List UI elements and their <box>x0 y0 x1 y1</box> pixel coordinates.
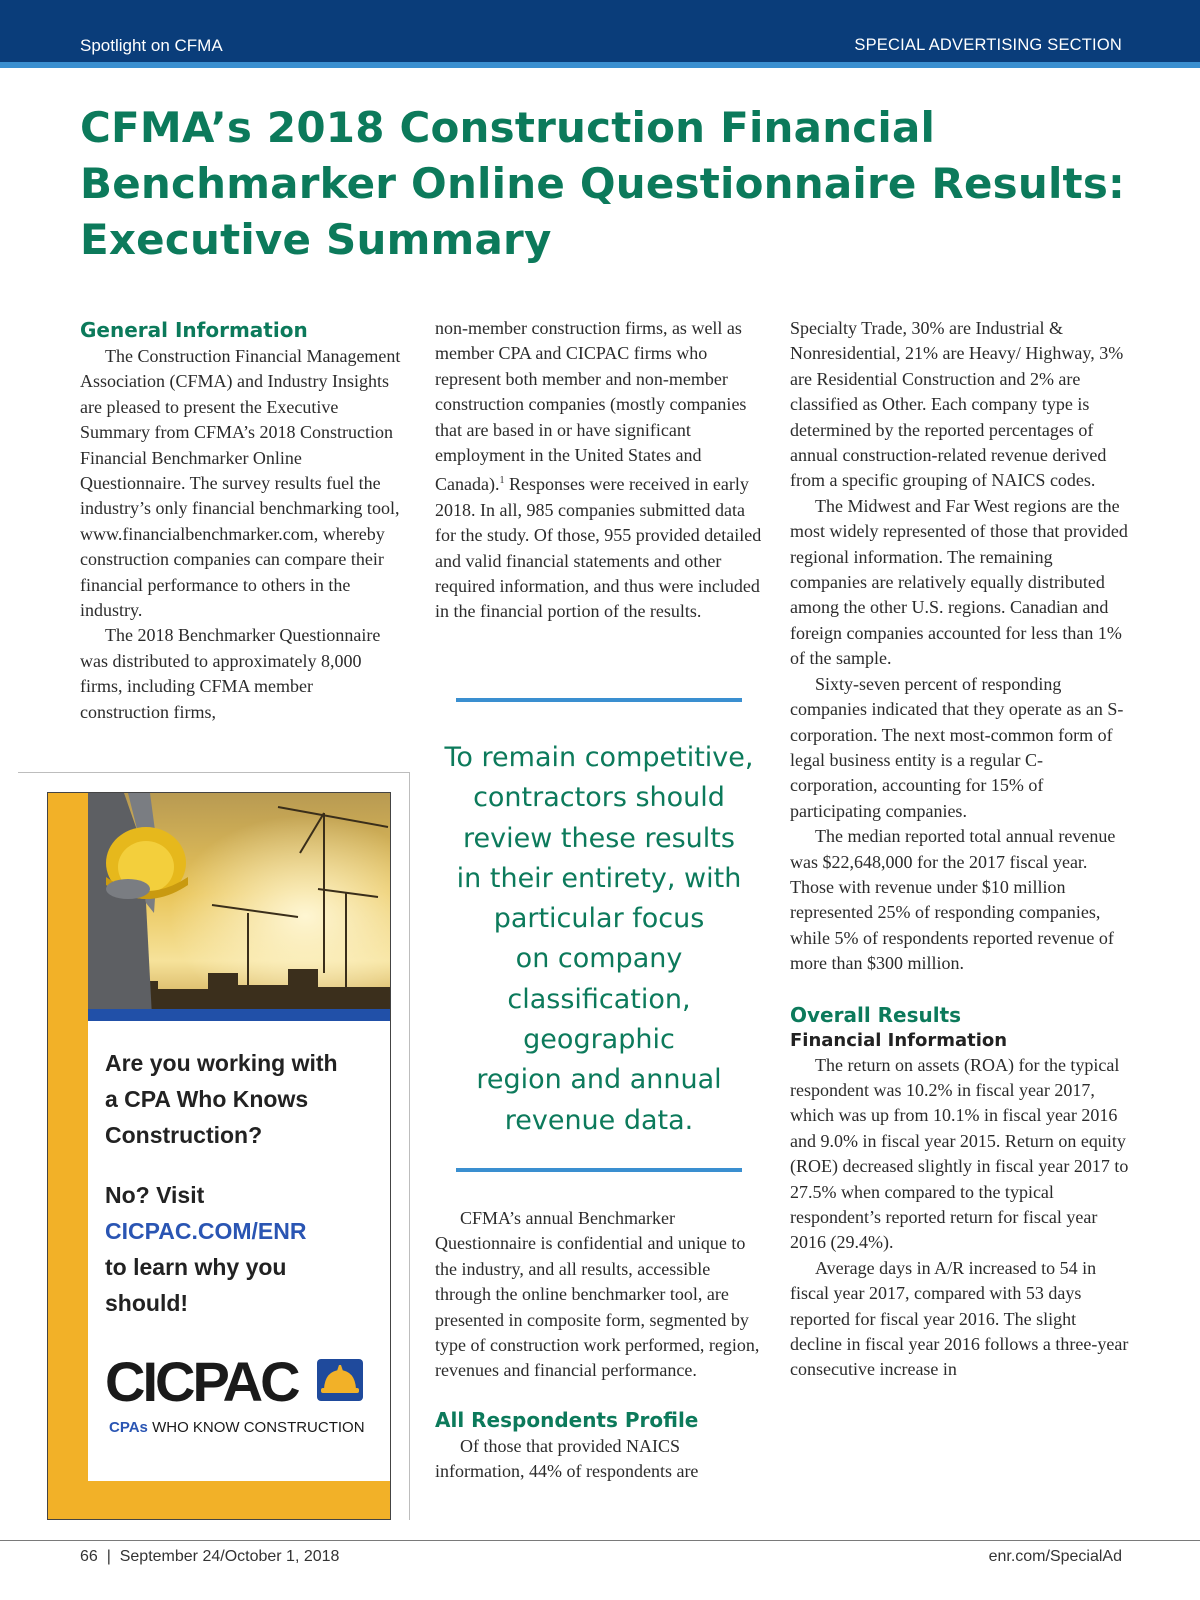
column-2-lower <box>435 1206 767 1485</box>
hard-hat-icon <box>317 1359 363 1401</box>
paragraph: Of those that provided NAICS information, 44% of respondents are <box>435 1435 699 1482</box>
ad-question-line: Are you working with <box>105 1050 338 1076</box>
pullquote-line: To remain competitive, <box>444 742 754 773</box>
paragraph: The return on assets (ROA) for the typical respondent was 10.2% in fiscal year 2017, which was up from 10.1% in fiscal year 2016 and 9.0% in fiscal year 2015. Return on equity (ROE) decreased slightly in fiscal year 2017 to 27.5% when compared to the typical respondent’s reported return for fiscal year 2016 (29.4%). <box>790 1054 1129 1253</box>
header-bar <box>0 0 1200 66</box>
footer-page-date: 66 | September 24/October 1, 2018 <box>80 1548 340 1565</box>
column-2 <box>435 316 767 625</box>
cicpac-logo <box>105 1350 385 1413</box>
ad-copy <box>105 1045 385 1321</box>
pullquote-line: geographic <box>523 1024 675 1056</box>
paragraph-text: Responses were received in early 2018. In all, 985 companies submitted data for the study. Of those, 955 provided detailed and valid financial statements and other required information, and thus were included in the financial portion of the results. <box>435 474 762 622</box>
paragraph: Average days in A/R increased to 54 in fiscal year 2017, compared with 53 days reported for fiscal year 2016. The slight decline in fiscal year 2016 follows a three-year consecutive increase in <box>790 1257 1129 1380</box>
ad-panel <box>88 793 390 1481</box>
ad-tagline <box>109 1419 365 1436</box>
section-heading-overall-results: Overall Results <box>790 1002 962 1027</box>
advertising-label: SPECIAL ADVERTISING SECTION <box>854 36 1122 54</box>
paragraph-text: non-member construction firms, as well as member CPA and CICPAC firms who represent both member and non-member construction companies (mostly companies that are based in or have significant employment in the United States and Canada). <box>435 318 747 495</box>
construction-photo <box>88 793 390 1017</box>
footnote-marker: 1 <box>499 475 505 487</box>
paragraph: CFMA’s annual Benchmarker Questionnaire is confidential and unique to the industry, and all results, accessible through the online benchmarker tool, are presented in composite form, segmented by type of construction work performed, region, revenues and financial performance. <box>435 1208 760 1381</box>
title-line-1: CFMA’s 2018 Construction Financial <box>80 103 936 152</box>
cicpac-advertisement[interactable] <box>47 792 391 1520</box>
paragraph: The 2018 Benchmarker Questionnaire was distributed to approximately 8,000 firms, including CFMA member construction firms, <box>80 625 381 722</box>
ad-question-line: a CPA Who Knows <box>105 1086 309 1112</box>
tagline-cpas: CPAs <box>109 1419 148 1436</box>
section-heading-all-respondents-profile: All Respondents Profile <box>435 1407 699 1432</box>
pullquote-rule-bottom <box>456 1168 742 1172</box>
pullquote-line: review these results <box>463 822 735 854</box>
paragraph <box>435 316 767 625</box>
pull-quote <box>440 738 758 1141</box>
column-1 <box>80 316 402 725</box>
subheading-financial-information: Financial Information <box>790 1029 1008 1051</box>
ad-blue-band <box>88 1009 390 1021</box>
pullquote-rule-top <box>456 698 742 702</box>
header-stripe <box>0 62 1200 68</box>
title-line-2: Benchmarker Online Questionnaire Results: <box>80 159 1126 208</box>
column-3 <box>790 316 1130 1383</box>
tagline-rest: WHO KNOW CONSTRUCTION <box>147 1419 365 1436</box>
ad-visit-line: should! <box>105 1290 189 1316</box>
paragraph: The Construction Financial Management Association (CFMA) and Industry Insights are pleased to present the Executive Summary from CFMA’s 2018 Construction Financial Benchmarker Online Questionnaire. The survey results fuel the industry’s only financial benchmarking tool, www.financialbenchmarker.com, whereby construction companies can compare their financial performance to others in the industry. <box>80 346 401 621</box>
cicpac-logo-text: CICPAC <box>105 1350 298 1413</box>
page-title <box>80 100 1140 268</box>
section-heading-general-information: General Information <box>80 318 308 342</box>
ad-question-line: Construction? <box>105 1122 263 1148</box>
pullquote-line: revenue data. <box>504 1104 694 1136</box>
construction-photo-graphic <box>88 793 390 1017</box>
title-line-3: Executive Summary <box>80 215 552 264</box>
pullquote-line: on company <box>515 943 683 975</box>
paragraph: Specialty Trade, 30% are Industrial & Nonresidential, 21% are Heavy/ Highway, 3% are Residential Construction and 2% are classified as Other. Each company type is determined by the reported percentages of annual construction-related revenue derived from a specific grouping of NAICS codes. <box>790 318 1124 491</box>
pullquote-line: particular focus <box>493 903 705 935</box>
ad-spacer <box>105 1153 385 1177</box>
pullquote-line: in their entirety, with <box>456 862 742 894</box>
paragraph: The Midwest and Far West regions are the most widely represented of those that provided regional information. The remaining companies are relatively equally distributed among the other U.S. regions. Canadian and foreign companies accounted for less than 1% of the sample. <box>790 495 1128 669</box>
pullquote-line: region and annual <box>476 1064 722 1096</box>
ad-visit-line: to learn why you <box>105 1254 287 1280</box>
ad-visit-line: No? Visit <box>105 1182 205 1208</box>
paragraph: Sixty-seven percent of responding companies indicated that they operate as an S-corporation. The next most-common form of legal business entity is a regular C-corporation, accounting for 15% of participating companies. <box>790 673 1124 821</box>
footer-url[interactable]: enr.com/SpecialAd <box>988 1548 1122 1565</box>
cicpac-link[interactable]: CICPAC.COM/ENR <box>105 1218 307 1244</box>
paragraph: The median reported total annual revenue was $22,648,000 for the 2017 fiscal year. Those with revenue under $10 million represented 25% of responding companies, while 5% of respondents reported revenue of more than $300 million. <box>790 826 1116 974</box>
pullquote-line: classification, <box>507 983 691 1015</box>
pullquote-line: contractors should <box>473 782 725 814</box>
footer-rule <box>0 1540 1200 1541</box>
section-label: Spotlight on CFMA <box>80 36 223 55</box>
